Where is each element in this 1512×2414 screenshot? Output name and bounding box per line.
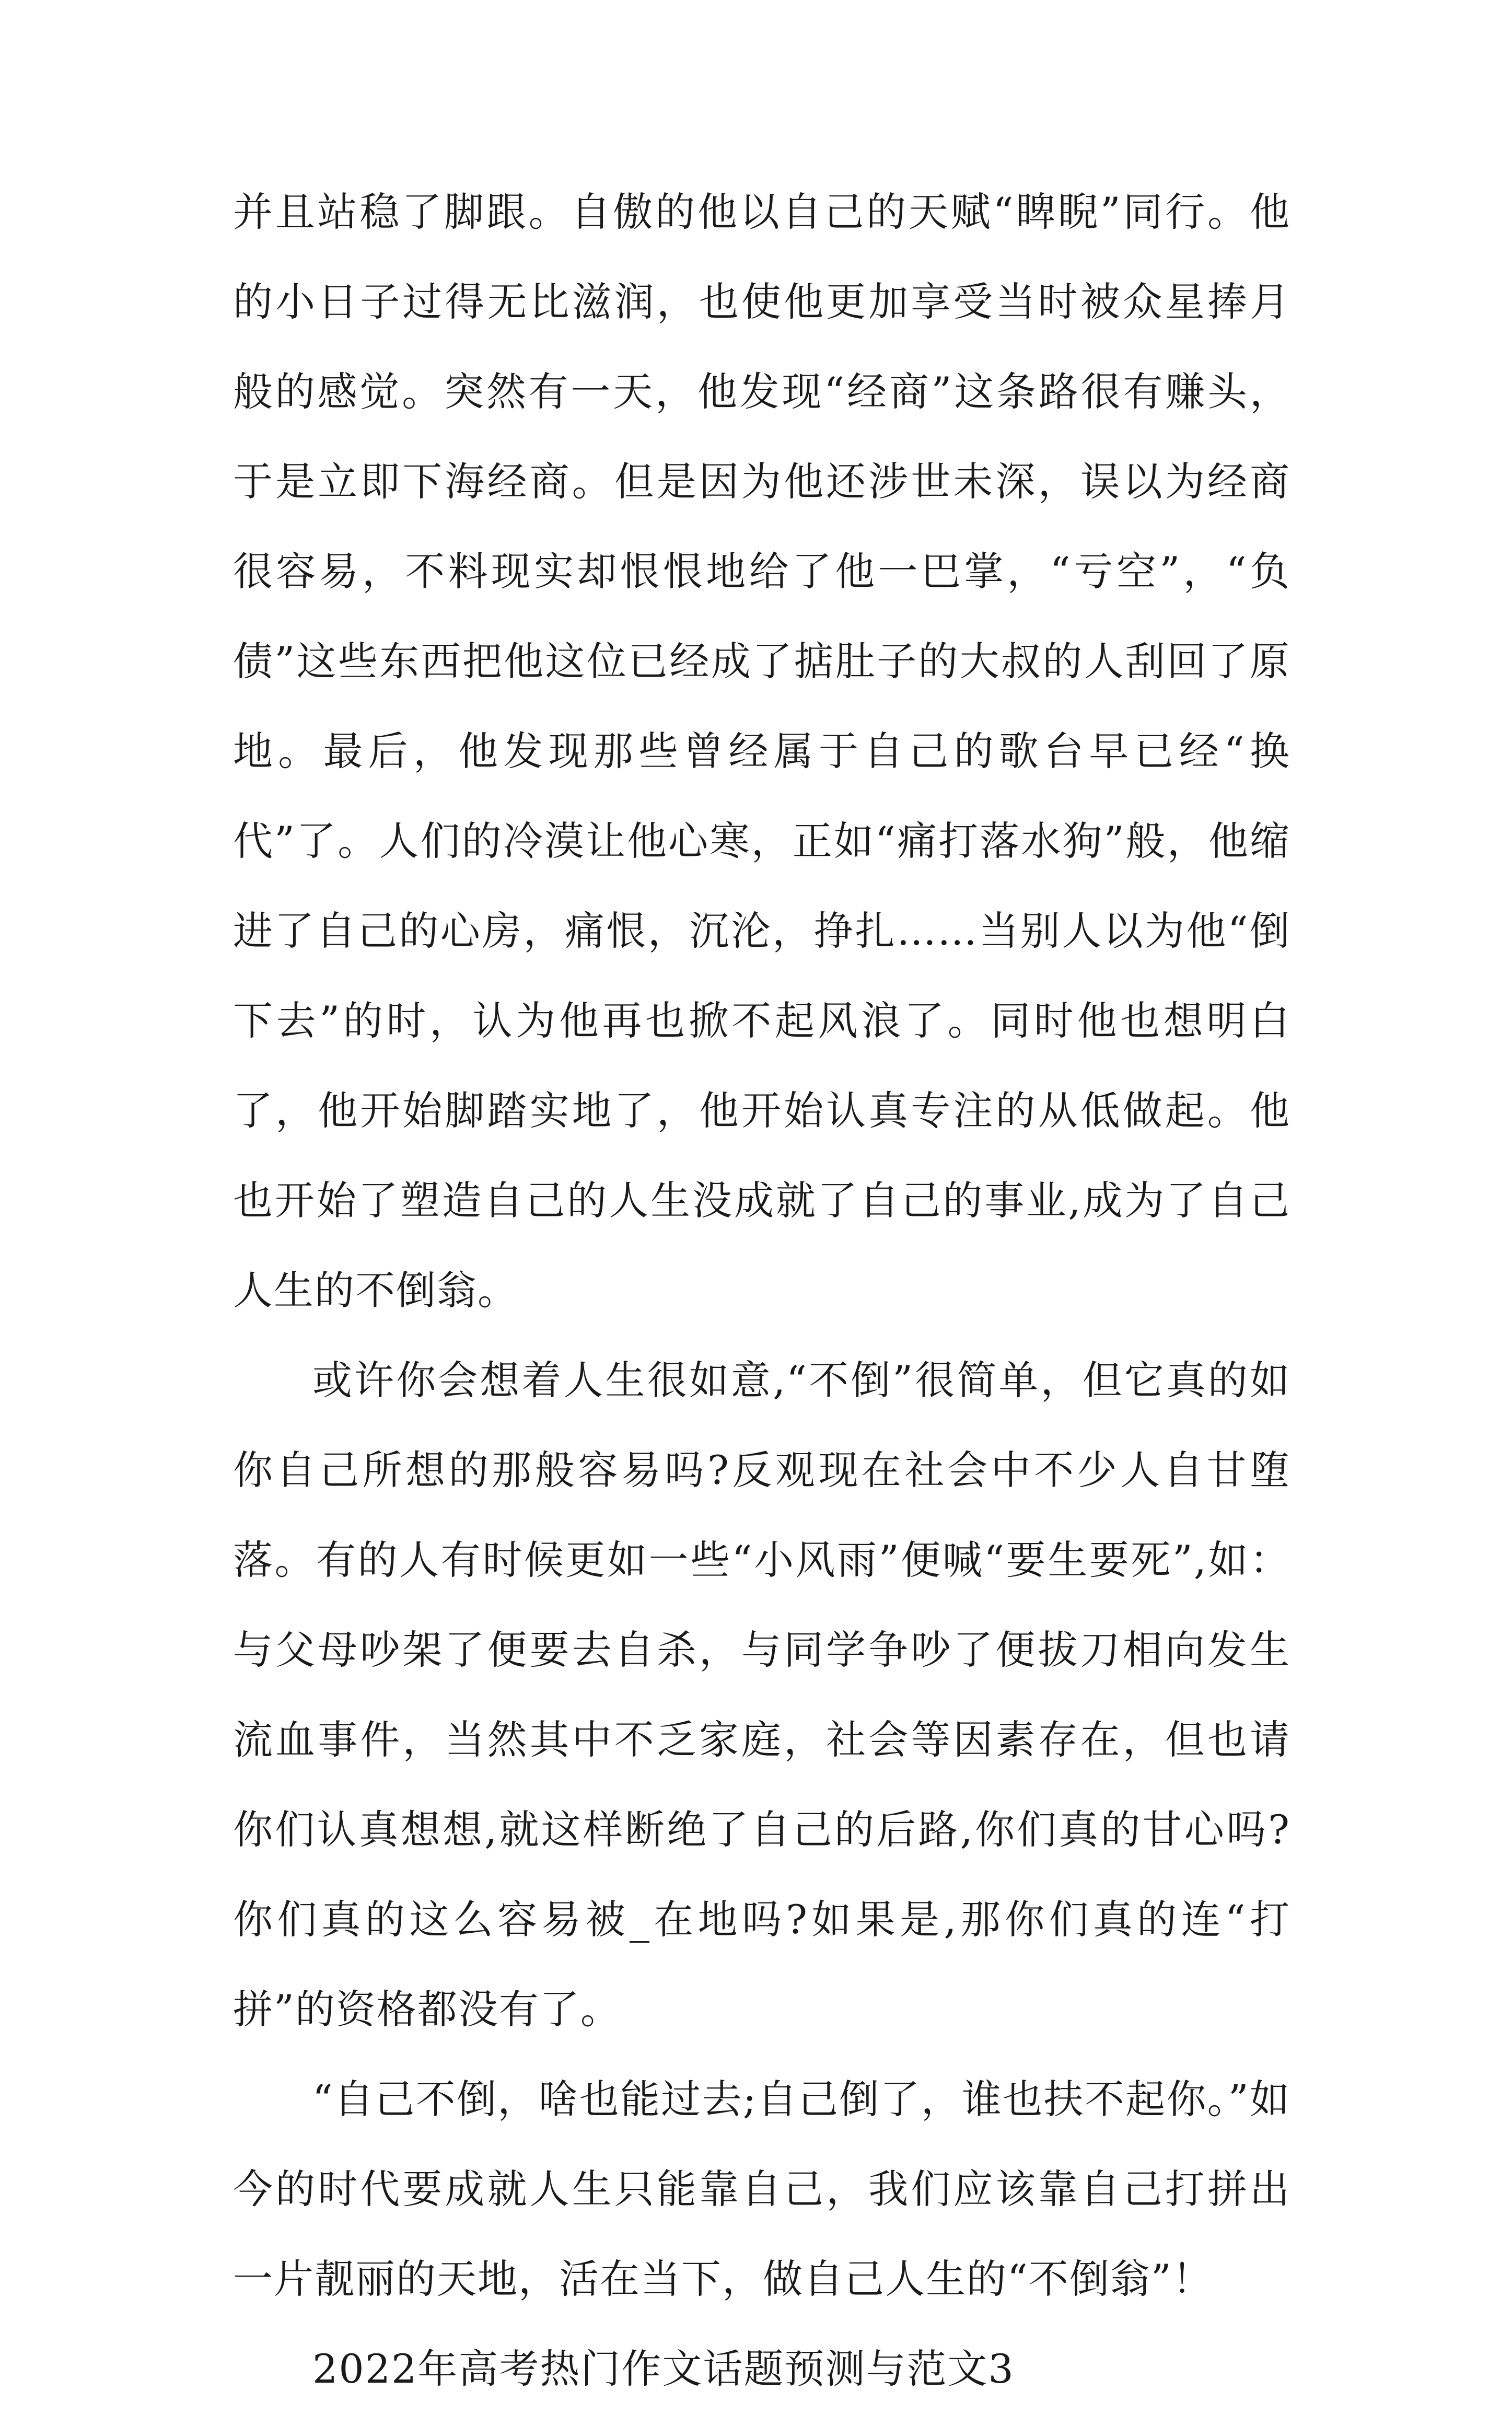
paragraph-3: “自己不倒，啥也能过去;自己倒了，谁也扶不起你。”如今的时代要成就人生只能靠自己，我们应该靠自己打拼出一片靓丽的天地，活在当下，做自己人生的“不倒翁”！ (233, 2076, 1290, 2302)
paragraph-2: 或许你会想着人生很如意,“不倒”很简单，但它真的如你自己所想的那般容易吗?反观现在社会中不少人自甘堕落。有的人有时候更如一些“小风雨”便喊“要生要死”,如：与父母吵架了便要去自杀，与同学争吵了便拔刀相向发生流血事件，当然其中不乏家庭，社会等因素存在，但也请你们认真想想,就这样断绝了自己的后路,你们真的甘心吗?你们真的这么容易被_在地吗?如果是,那你们真的连“打拼”的资格都没有了。 (233, 1357, 1290, 2033)
document-page (233, 167, 1290, 2414)
paragraph-continued: 并且站稳了脚跟。自傲的他以自己的天赋“睥睨”同行。他的小日子过得无比滋润，也使他更加享受当时被众星捧月般的感觉。突然有一天，他发现“经商”这条路很有赚头，于是立即下海经商。但是因为他还涉世未深，误以为经商很容易，不料现实却恨恨地给了他一巴掌，“亏空”，“负债”这些东西把他这位已经成了掂肚子的大叔的人刮回了原地。最后，他发现那些曾经属于自己的歌台早已经“换代”了。人们的冷漠让他心寒，正如“痛打落水狗”般，他缩进了自己的心房，痛恨，沉沦，挣扎……当别人以为他“倒下去”的时，认为他再也掀不起风浪了。同时他也想明白了，他开始脚踏实地了，他开始认真专注的从低做起。他也开始了塑造自己的人生没成就了自己的事业,成为了自己人生的不倒翁。 (233, 189, 1290, 1314)
section-heading: 2022年高考热门作文话题预测与范文3 (312, 2346, 1015, 2392)
